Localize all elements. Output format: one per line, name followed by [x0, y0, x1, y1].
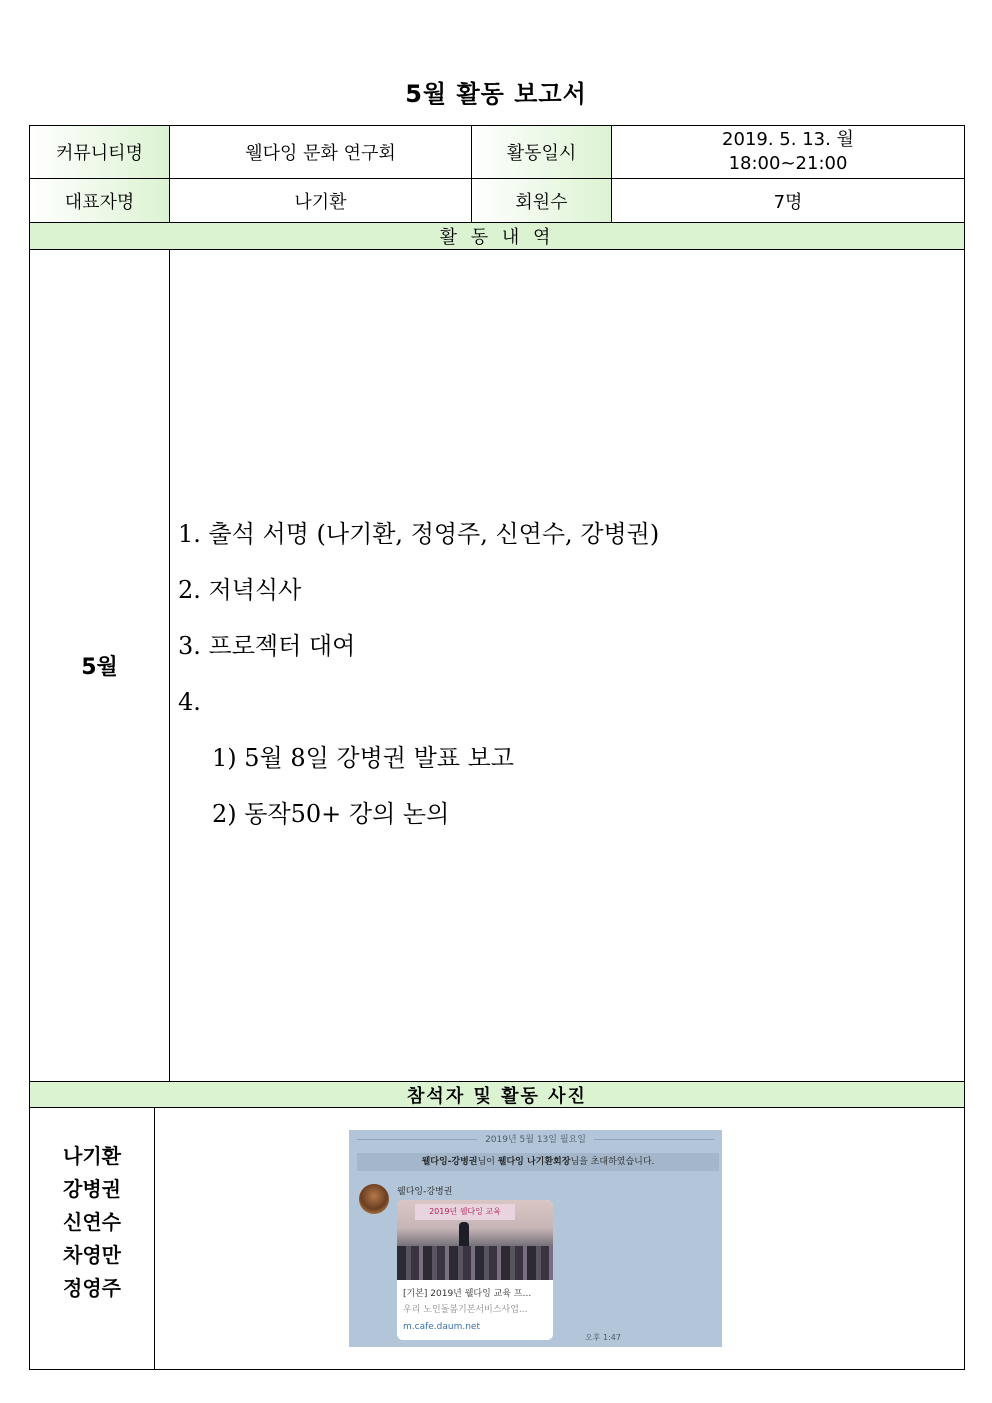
- attendee-list: [30, 1140, 154, 1305]
- community-label: 커뮤니티명: [56, 143, 143, 164]
- activity-photo: [349, 1130, 722, 1347]
- notice-invitee: 웰다잉 나기환회장: [497, 1157, 571, 1167]
- notice-inviter: 웰다잉-강병권: [421, 1157, 478, 1167]
- chat-time: 오후 1:47: [585, 1333, 621, 1342]
- attendance-section-header: [30, 1082, 964, 1107]
- notice-text-a: 님이: [477, 1157, 498, 1167]
- rep-label: 대표자명: [64, 191, 135, 213]
- attendee-name: 정영주: [63, 1276, 121, 1300]
- card-description: 우리 노인돌봄기본서비스사업...: [403, 1305, 528, 1315]
- lecture-photo: [397, 1200, 553, 1280]
- notice-text-b: 님을 초대하였습니다.: [570, 1157, 655, 1167]
- members-label: 회원수: [515, 191, 568, 213]
- rep-value-cell: [170, 179, 471, 222]
- chat-sender: 웰다잉-강병권: [397, 1187, 453, 1197]
- members-label-cell: [472, 179, 611, 222]
- date-line-1: 2019. 5. 13. 월: [722, 129, 854, 150]
- list-subitem: 1) 5월 8일 강병권 발표 보고: [212, 744, 514, 772]
- community-value: 웰다잉 문화 연구회: [245, 143, 396, 164]
- chat-invite-notice: [357, 1153, 719, 1171]
- community-value-cell: [170, 126, 471, 178]
- list-item: 2. 저녁식사: [178, 576, 302, 604]
- rep-value: 나기환: [294, 191, 347, 213]
- date-line-2: 18:00~21:00: [728, 153, 848, 174]
- activity-list: [178, 506, 659, 842]
- photo-banner: 2019년 웰다잉 교육: [415, 1204, 515, 1220]
- attendee-name: 차영만: [63, 1243, 121, 1267]
- list-item: 1. 출석 서명 (나기환, 정영주, 신연수, 강병권): [178, 520, 660, 548]
- list-item: 3. 프로젝터 대여: [178, 632, 356, 660]
- card-title: [기본] 2019년 웰다잉 교육 프...: [403, 1289, 532, 1299]
- date-label: 활동일시: [506, 143, 577, 164]
- date-value-cell: [612, 126, 964, 178]
- rep-label-cell: [30, 179, 169, 222]
- date-label-cell: [472, 126, 611, 178]
- members-value: 7명: [773, 191, 803, 213]
- avatar: [359, 1184, 389, 1214]
- members-value-cell: [612, 179, 964, 222]
- card-link[interactable]: m.cafe.daum.net: [403, 1322, 480, 1332]
- list-item: 4.: [178, 688, 201, 716]
- list-subitem: 2) 동작50+ 강의 논의: [212, 800, 450, 828]
- link-preview-card[interactable]: [397, 1200, 553, 1340]
- chat-date: 2019년 5월 13일 월요일: [485, 1135, 586, 1145]
- attendee-name: 나기환: [63, 1144, 121, 1168]
- page-title: 5월 활동 보고서: [405, 80, 587, 108]
- community-label-cell: [30, 126, 169, 178]
- month-cell: [30, 250, 169, 1081]
- attendee-name: 강병권: [63, 1177, 121, 1201]
- month-label: 5월: [81, 655, 118, 680]
- attendee-name: 신연수: [63, 1210, 121, 1234]
- activity-section-label: 활 동 내 역: [439, 227, 555, 248]
- attendance-section-label: 참석자 및 활동 사진: [407, 1085, 587, 1107]
- photo-audience: [397, 1246, 553, 1280]
- activity-section-header: [30, 223, 964, 249]
